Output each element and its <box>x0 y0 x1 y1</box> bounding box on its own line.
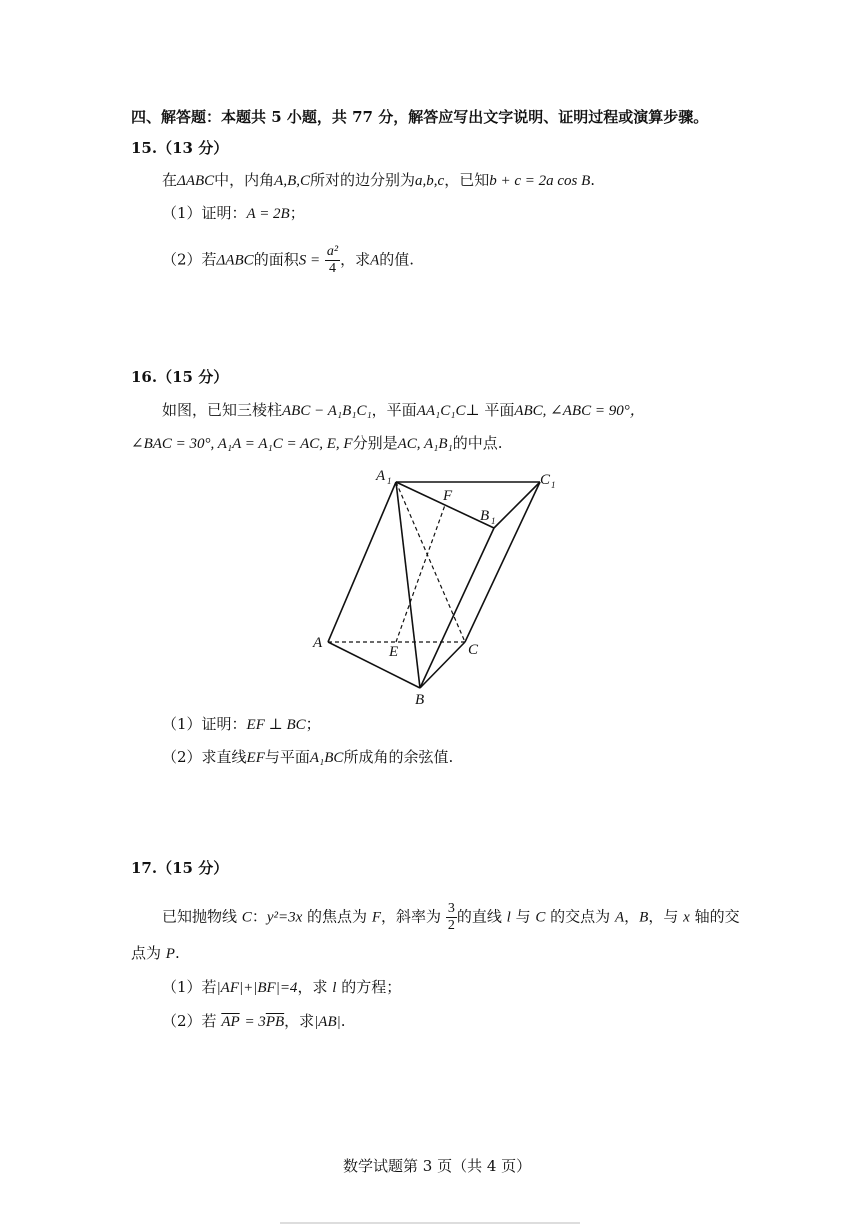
prism-figure <box>300 462 580 712</box>
q17-text: 的焦点为 <box>307 907 368 926</box>
q17-text: ： <box>251 907 267 926</box>
q16-math: A₁BC <box>309 750 344 766</box>
q16-text: ⊥ 平面 <box>465 401 515 419</box>
label-A1: A <box>376 468 386 484</box>
q16-math: AA₁C₁C <box>416 403 466 419</box>
q15-text: 所对的边分别为 <box>310 171 416 189</box>
q16-title: 16.（15 分） <box>131 368 229 386</box>
q15-text: 的值. <box>379 250 415 269</box>
fraction-numerator: 3 <box>447 901 455 916</box>
q16-text: ； <box>305 715 321 733</box>
q17-text: 的方程； <box>341 978 402 996</box>
q16-text: 所成角的余弦值. <box>343 748 454 766</box>
q17-text: ，求 <box>297 978 328 996</box>
q16-math: EF ⊥ BC <box>246 717 306 733</box>
q15-text: ，已知 <box>444 171 490 189</box>
q15-text: 中，内角 <box>214 171 275 189</box>
q15-text: （2）若 <box>162 250 217 269</box>
section-header: 四、解答题：本题共 5 小题，共 77 分，解答应写出文字说明、证明过程或演算步骤。 <box>131 108 709 126</box>
q16-text: 如图，已知三棱柱 <box>162 401 283 419</box>
q16-math: ABC <box>514 403 543 419</box>
q15-math: ΔABC <box>216 252 254 269</box>
label-C1-sub: 1 <box>551 480 556 490</box>
q17-math: P <box>165 946 175 962</box>
fraction-denominator: 4 <box>328 261 336 276</box>
q15-math: S = <box>298 252 321 269</box>
q16-text: 分别是 <box>352 434 398 452</box>
label-E: E <box>389 644 399 660</box>
page-footer: 数学试题第 3 页（共 4 页） <box>343 1157 532 1175</box>
q16-math: ∠BAC = 30°, A₁A = A₁C = AC, E, F <box>131 436 353 452</box>
q16-math: AC, A₁B₁ <box>397 436 453 452</box>
vector-AP: $\overline{AP}$ <box>221 1014 240 1030</box>
q17-math: C <box>241 909 252 926</box>
vector-PB: $\overline{PB}$ <box>265 1014 285 1030</box>
q17-math: A <box>614 909 625 926</box>
q15-text: 的面积 <box>253 250 299 269</box>
q16-math: EF <box>246 750 265 766</box>
q15-part2 <box>162 244 414 277</box>
q17-math: |AF|+|BF|=4 <box>216 980 298 996</box>
q17-text: . <box>340 1012 346 1030</box>
label-B: B <box>415 692 425 708</box>
q17-text: 点为 <box>131 944 162 962</box>
q16-text: （1）证明： <box>162 715 247 733</box>
q15-title: 15.（13 分） <box>131 139 229 157</box>
edge-A1-B <box>396 482 420 688</box>
q16-statement-line1 <box>162 400 645 421</box>
q17-text: ，求 <box>284 1012 315 1030</box>
q17-math: l <box>506 909 511 926</box>
edge-B-B1 <box>420 528 494 688</box>
q17-text: 已知抛物线 <box>162 907 238 926</box>
edge-B1-C1 <box>494 482 540 528</box>
q15-text: （1）证明： <box>162 204 247 222</box>
q17-text: ， <box>624 907 640 926</box>
q15-math: a,b,c <box>415 173 445 189</box>
q16-text: ，平面 <box>371 401 417 419</box>
q17-text: ，斜率为 <box>381 907 442 926</box>
q17-text: （1）若 <box>162 978 217 996</box>
q17-text: （2）若 <box>162 1012 217 1030</box>
q17-math: B <box>639 909 649 926</box>
q15-math: A = 2B <box>246 206 290 222</box>
edge-C-C1 <box>465 482 540 642</box>
fraction-denominator: 2 <box>447 918 455 933</box>
q17-text: . <box>174 944 180 962</box>
q17-math: y²=3x <box>266 909 303 926</box>
q17-statement-line2 <box>131 943 180 964</box>
label-A: A <box>313 635 323 651</box>
q15-statement <box>162 170 595 191</box>
q16-math: , ∠ABC = 90°， <box>542 403 645 419</box>
q15-part1 <box>162 203 305 224</box>
q17-math: F <box>371 909 382 926</box>
q17-text: ，与 <box>648 907 679 926</box>
fraction-numerator: a² <box>326 244 339 259</box>
q16-math: ABC − A₁B₁C₁ <box>282 403 372 419</box>
q15-text: 在 <box>162 171 178 189</box>
q15-math: A <box>370 252 380 269</box>
scan-edge-divider <box>280 1222 580 1224</box>
q15-fraction <box>325 244 340 277</box>
q17-title: 17.（15 分） <box>131 859 229 877</box>
q15-text: ； <box>289 204 305 222</box>
q17-text: 的直线 <box>456 907 502 926</box>
q17-math: C <box>535 909 546 926</box>
q17-text: 与 <box>515 907 531 926</box>
q16-part1 <box>162 714 321 735</box>
q17-fraction <box>446 901 457 934</box>
q17-statement-line1 <box>162 901 740 934</box>
q16-statement-line2 <box>131 433 503 454</box>
edge-B-C <box>420 642 465 688</box>
q16-text: 的中点. <box>452 434 503 452</box>
q16-text: 与平面 <box>264 748 310 766</box>
q17-part1 <box>162 977 401 998</box>
edge-A-A1 <box>328 482 396 642</box>
q15-text: . <box>590 171 596 189</box>
edge-E-F-dashed <box>396 505 445 642</box>
label-C1: C <box>540 472 551 488</box>
label-A1-sub: 1 <box>387 476 392 486</box>
edge-A1-C-dashed <box>396 482 465 642</box>
label-F: F <box>443 488 453 504</box>
q17-math: x <box>683 909 690 926</box>
q17-text: 轴的交 <box>694 907 740 926</box>
q15-math: A,B,C <box>274 173 311 189</box>
q15-math: b + c = 2a cos B <box>489 173 591 189</box>
q16-part2 <box>162 747 453 768</box>
label-B1: B <box>480 508 490 524</box>
q17-math: = 3 <box>244 1014 266 1030</box>
q17-math: l <box>332 980 337 996</box>
q16-text: （2）求直线 <box>162 748 247 766</box>
label-B1-sub: 1 <box>491 516 496 526</box>
q15-text: ，求 <box>340 250 371 269</box>
q17-text: 的交点为 <box>550 907 611 926</box>
label-C: C <box>468 642 479 658</box>
q17-part2 <box>162 1011 346 1032</box>
q15-math: ΔABC <box>177 173 215 189</box>
edge-A-B <box>328 642 420 688</box>
q17-math: |AB| <box>314 1014 341 1030</box>
